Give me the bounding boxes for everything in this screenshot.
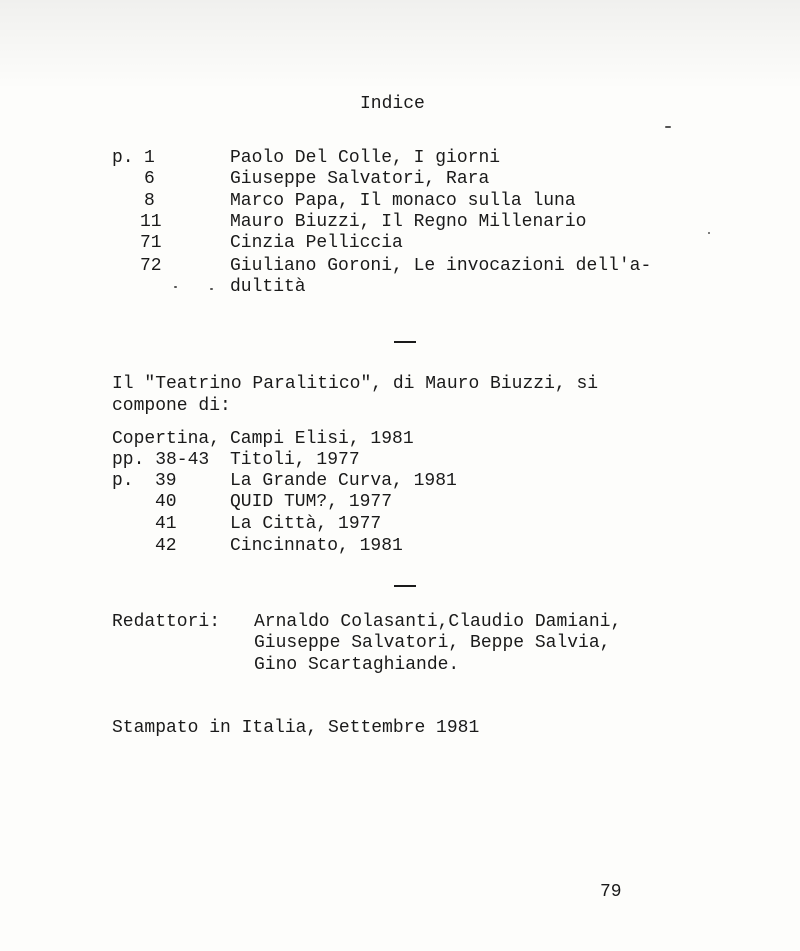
item-label: Copertina, xyxy=(112,429,221,449)
item-text: Cincinnato, 1981 xyxy=(230,536,403,556)
section-divider xyxy=(394,585,416,587)
item-text: Campi Elisi, 1981 xyxy=(230,429,414,449)
item-label: pp. 38-43 xyxy=(112,450,210,470)
toc-row xyxy=(0,277,800,298)
item-page-number: 41 xyxy=(155,514,177,534)
toc-row xyxy=(0,233,800,254)
list-item xyxy=(0,471,800,492)
scan-speck xyxy=(174,286,177,288)
toc-continuation: dultità xyxy=(230,277,306,297)
toc-row xyxy=(0,191,800,212)
toc-entry: Cinzia Pelliccia xyxy=(230,233,403,253)
list-item xyxy=(0,450,800,471)
item-label: p. xyxy=(112,471,134,491)
page-title: Indice xyxy=(360,94,425,114)
item-text: La Città, 1977 xyxy=(230,514,382,534)
item-text: La Grande Curva, 1981 xyxy=(230,471,457,491)
page-number: 79 xyxy=(600,882,622,902)
toc-entry: Marco Papa, Il monaco sulla luna xyxy=(230,191,576,211)
editors-label: Redattori: xyxy=(112,612,221,632)
toc-page-number: 72 xyxy=(140,256,162,276)
item-page-number: 40 xyxy=(155,492,177,512)
toc-entry: Giuliano Goroni, Le invocazioni dell'a- xyxy=(230,256,652,276)
item-page-number: 39 xyxy=(155,471,177,491)
printed-note: Stampato in Italia, Settembre 1981 xyxy=(112,718,480,738)
toc-entry: Paolo Del Colle, I giorni xyxy=(230,148,501,168)
teatrino-intro-line: compone di: xyxy=(112,396,231,416)
scan-speck xyxy=(665,126,671,128)
list-item xyxy=(0,429,800,450)
teatrino-intro-line: Il "Teatrino Paralitico", di Mauro Biuzzi, si xyxy=(112,374,599,394)
item-text: QUID TUM?, 1977 xyxy=(230,492,393,512)
section-divider xyxy=(394,341,416,343)
scan-shadow xyxy=(0,0,800,90)
list-item xyxy=(0,492,800,513)
toc-row xyxy=(0,212,800,233)
toc-row xyxy=(0,148,800,169)
toc-page-number: 1 xyxy=(144,148,155,168)
list-item xyxy=(0,536,800,557)
item-text: Titoli, 1977 xyxy=(230,450,360,470)
toc-page-number: 71 xyxy=(140,233,162,253)
toc-entry: Giuseppe Salvatori, Rara xyxy=(230,169,490,189)
toc-page-number: 6 xyxy=(144,169,155,189)
toc-page-number: 11 xyxy=(140,212,162,232)
editors-line: Giuseppe Salvatori, Beppe Salvia, xyxy=(254,633,611,653)
toc-prefix: p. xyxy=(112,148,134,168)
scan-speck xyxy=(210,288,213,290)
toc-row xyxy=(0,256,800,277)
item-page-number: 42 xyxy=(155,536,177,556)
toc-page-number: 8 xyxy=(144,191,155,211)
editors-line: Gino Scartaghiande. xyxy=(254,655,460,675)
list-item xyxy=(0,514,800,535)
toc-row xyxy=(0,169,800,190)
toc-entry: Mauro Biuzzi, Il Regno Millenario xyxy=(230,212,587,232)
editors-line: Arnaldo Colasanti,Claudio Damiani, xyxy=(254,612,622,632)
scan-speck xyxy=(708,232,710,234)
